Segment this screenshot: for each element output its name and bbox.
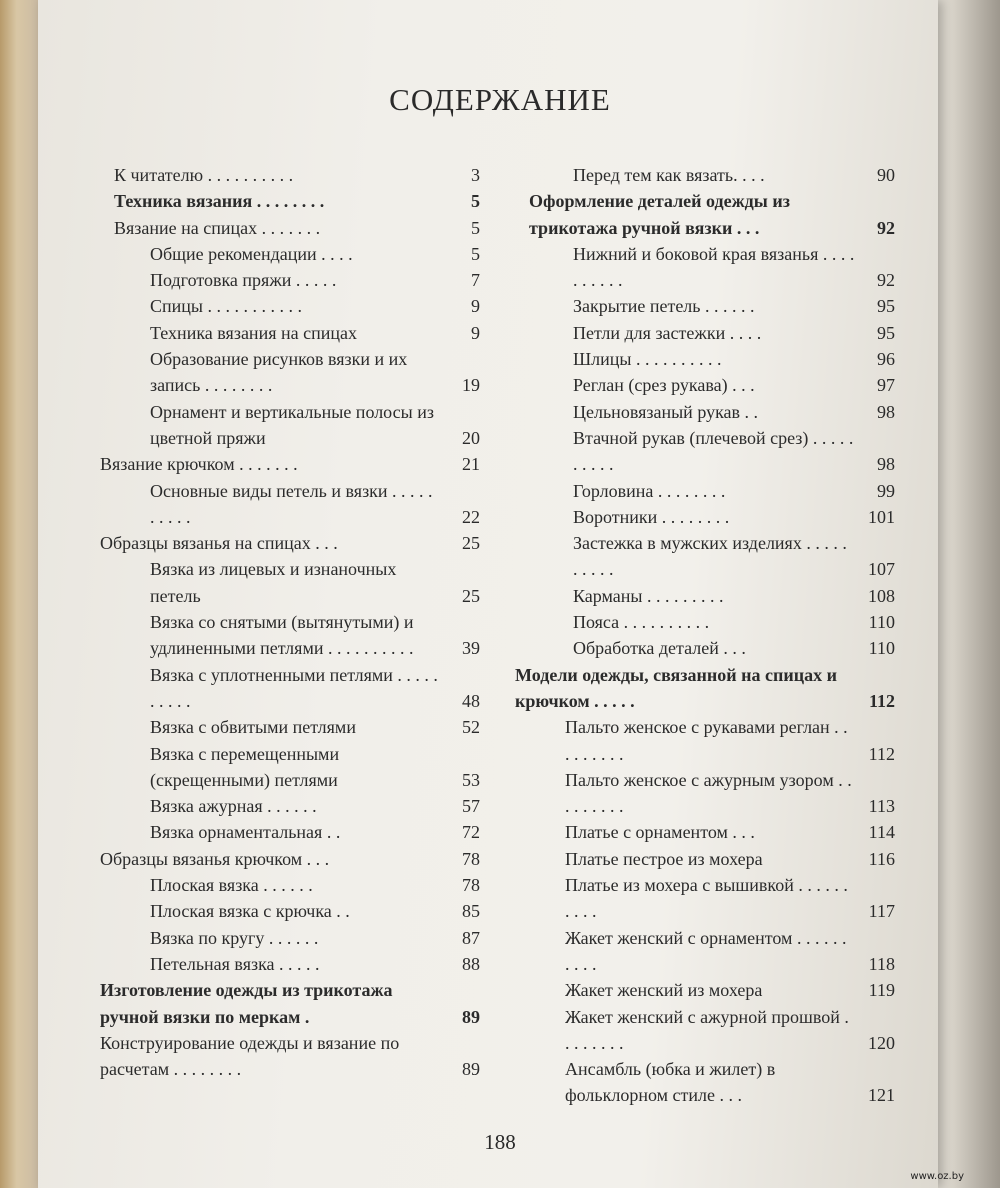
toc-entry-title: Основные виды петель и вязки . . . . . . . . . .: [150, 480, 433, 527]
toc-entry: [100, 741, 480, 794]
toc-entry: [100, 819, 480, 845]
toc-entry-page: 110: [868, 638, 895, 659]
toc-entry: [100, 1030, 480, 1083]
toc-entry-page: 87: [462, 927, 480, 948]
toc-entry-page: 39: [462, 638, 480, 659]
toc-entry-page: 108: [868, 585, 895, 606]
toc-entry: [100, 846, 480, 872]
toc-entry-page: 119: [868, 980, 895, 1001]
toc-entry-page: 5: [471, 191, 480, 212]
toc-entry-page: 72: [462, 822, 480, 843]
toc-entry-title: Вязка из лицевых и изнаночных петель: [150, 559, 397, 606]
toc-entry-title: Подготовка пряжи . . . . .: [150, 270, 337, 291]
toc-entry: [100, 609, 480, 662]
toc-entry-page: 9: [471, 322, 480, 343]
toc-entry-title: Пальто женское с рукавами реглан . . . . . . . . .: [565, 717, 848, 764]
toc-entry-title: Платье с орнаментом . . .: [565, 822, 755, 843]
toc-entry-title: Петельная вязка . . . . .: [150, 953, 320, 974]
toc-entry: [515, 320, 895, 346]
toc-entry: [515, 977, 895, 1003]
toc-entry: [100, 267, 480, 293]
toc-entry: [515, 846, 895, 872]
toc-entry-page: 107: [868, 559, 895, 580]
page-number: 188: [484, 1130, 516, 1154]
toc-entry: [515, 162, 895, 188]
toc-entry-title: Жакет женский из мохера: [565, 980, 763, 1001]
toc-entry-title: Горловина . . . . . . . .: [573, 480, 726, 501]
toc-entry-page: 116: [868, 848, 895, 869]
toc-entry-title: Вязание на спицах . . . . . . .: [114, 217, 321, 238]
toc-entry-page: 98: [877, 401, 895, 422]
toc-entry-title: Орнамент и вертикальные полосы из цветной пряжи: [150, 401, 434, 448]
toc-entry-title: Конструирование одежды и вязание по расчетам . . . . . . . .: [100, 1032, 400, 1080]
toc-entry-page: 90: [877, 165, 895, 185]
toc-entry-title: Вязка с обвитыми петлями: [150, 717, 356, 738]
toc-entry-title: Обработка деталей . . .: [573, 638, 746, 659]
toc-entry-page: 78: [462, 875, 480, 896]
toc-entry: [515, 635, 895, 661]
toc-entry-page: 57: [462, 796, 480, 817]
toc-entry-title: Петли для застежки . . . .: [573, 322, 762, 343]
toc-entry-title: Модели одежды, связанной на спицах и крючком . . . . .: [515, 664, 837, 711]
toc-entry-page: 22: [462, 506, 480, 527]
toc-entry: [515, 714, 895, 767]
toc-entry: [515, 872, 895, 925]
toc-entry: [515, 478, 895, 504]
toc-entry-title: Карманы . . . . . . . . .: [573, 585, 724, 606]
toc-entry-title: Воротники . . . . . . . .: [573, 506, 730, 527]
toc-entry: [100, 530, 480, 556]
toc-entry-page: 19: [462, 375, 480, 396]
toc-entry-page: 3: [471, 165, 480, 185]
toc-entry: [100, 451, 480, 477]
toc-entry-page: 112: [868, 690, 895, 711]
toc-entry: [515, 1056, 895, 1109]
toc-entry-page: 96: [877, 349, 895, 370]
toc-entry-page: 78: [462, 848, 480, 869]
toc-entry-page: 88: [462, 953, 480, 974]
toc-entry-page: 120: [868, 1032, 895, 1053]
toc-entry-title: Вязка с перемещенными (скрещенными) петлями: [150, 743, 340, 790]
toc-entry: [515, 662, 895, 715]
toc-entry-page: 118: [868, 953, 895, 974]
toc-entry: [100, 346, 480, 399]
toc-entry-title: Застежка в мужских изделиях . . . . . . . . . .: [573, 533, 847, 580]
toc-entry-title: Платье из мохера с вышивкой . . . . . . . . . .: [565, 875, 848, 922]
toc-entry: [515, 293, 895, 319]
toc-entry: [100, 872, 480, 898]
toc-entry-title: Техника вязания . . . . . . . .: [114, 191, 325, 212]
toc-entry-title: Образование рисунков вязки и их запись . . . . . . . .: [150, 349, 408, 396]
toc-entry-title: Вязка со снятыми (вытянутыми) и удлиненными петлями . . . . . . . . . .: [150, 612, 414, 659]
toc-entry-title: Ансамбль (юбка и жилет) в фольклорном стиле . . .: [565, 1059, 776, 1106]
toc-entry-page: 110: [868, 612, 895, 633]
toc-entry-page: 21: [462, 454, 480, 475]
toc-entry-title: Образцы вязанья крючком . . .: [100, 848, 330, 869]
toc-entry-page: 98: [877, 454, 895, 475]
toc-entry-page: 95: [877, 322, 895, 343]
toc-entry-title: Вязка с уплотненными петлями . . . . . . . . . .: [150, 664, 438, 711]
toc-entry-title: Шлицы . . . . . . . . . .: [573, 349, 722, 370]
toc-entry-title: Вязка по кругу . . . . . .: [150, 927, 319, 948]
toc-entry: [515, 188, 895, 241]
toc-right-column: [515, 162, 895, 1109]
toc-entry-page: 7: [471, 270, 480, 291]
toc-entry-title: Пояса . . . . . . . . . .: [573, 612, 710, 633]
toc-entry: [100, 320, 480, 346]
background-left-edge: [0, 0, 42, 1188]
toc-entry: [515, 372, 895, 398]
toc-entry-title: Вязка орнаментальная . .: [150, 822, 341, 843]
toc-entry-title: Реглан (срез рукава) . . .: [573, 375, 755, 396]
toc-entry: [100, 662, 480, 715]
toc-entry: [100, 556, 480, 609]
toc-entry-page: 25: [462, 533, 480, 554]
toc-entry: [100, 951, 480, 977]
toc-entry: [100, 925, 480, 951]
toc-entry: [515, 767, 895, 820]
toc-entry-page: 89: [462, 1059, 480, 1080]
toc-entry: [515, 425, 895, 478]
toc-entry-title: Платье пестрое из мохера: [565, 848, 763, 869]
toc-entry: [515, 504, 895, 530]
toc-entry-page: 92: [877, 217, 895, 238]
toc-entry-page: 121: [868, 1085, 895, 1106]
toc-entry-page: 114: [868, 822, 895, 843]
toc-entry: [515, 241, 895, 294]
toc-entry-page: 5: [471, 217, 480, 238]
toc-entry-page: 52: [462, 717, 480, 738]
toc-entry-title: Жакет женский с ажурной прошвой . . . . . . . .: [565, 1006, 849, 1053]
toc-entry-page: 48: [462, 690, 480, 711]
toc-entry-title: Вязание крючком . . . . . . .: [100, 454, 298, 475]
toc-entry: [515, 346, 895, 372]
toc-entry-title: Техника вязания на спицах: [150, 322, 357, 343]
toc-entry-title: Плоская вязка с крючка . .: [150, 901, 350, 922]
toc-entry: [100, 898, 480, 924]
toc-entry-title: Оформление деталей одежды из трикотажа ручной вязки . . .: [529, 191, 790, 238]
toc-entry-page: 25: [462, 585, 480, 606]
toc-entry-page: 20: [462, 427, 480, 448]
toc-entry-title: Спицы . . . . . . . . . . .: [150, 296, 302, 317]
toc-left-column: [100, 162, 480, 1082]
toc-entry: [100, 793, 480, 819]
toc-entry: [100, 293, 480, 319]
toc-entry: [100, 714, 480, 740]
toc-entry-title: Втачной рукав (плечевой срез) . . . . . . . . . .: [573, 427, 854, 475]
toc-entry-title: Закрытие петель . . . . . .: [573, 296, 755, 317]
toc-entry-page: 97: [877, 375, 895, 396]
toc-entry: [515, 819, 895, 845]
toc-entry-page: 85: [462, 901, 480, 922]
toc-entry-title: Нижний и боковой края вязанья . . . . . . . . . .: [573, 243, 855, 291]
toc-entry-page: 113: [868, 796, 895, 817]
toc-entry-title: Вязка ажурная . . . . . .: [150, 796, 317, 817]
toc-entry: [515, 1004, 895, 1057]
toc-entry-page: 99: [877, 480, 895, 501]
toc-entry: [515, 583, 895, 609]
toc-entry-title: Пальто женское с ажурным узором . . . . . . . . .: [565, 769, 852, 817]
toc-entry-title: Жакет женский с орнаментом . . . . . . . . . .: [565, 927, 847, 974]
toc-entry-title: К читателю . . . . . . . . . .: [114, 165, 294, 185]
toc-entry: [100, 241, 480, 267]
toc-entry-title: Перед тем как вязать. . . .: [573, 165, 765, 185]
toc-entry-title: Цельновязаный рукав . .: [573, 401, 759, 422]
toc-entry-page: 117: [868, 901, 895, 922]
toc-entry: [100, 215, 480, 241]
watermark: www.oz.by: [910, 1171, 964, 1182]
toc-entry-title: Образцы вязанья на спицах . . .: [100, 533, 338, 554]
toc-entry-title: Изготовление одежды из трикотажа ручной вязки по меркам .: [100, 980, 393, 1027]
toc-entry-page: 95: [877, 296, 895, 317]
toc-entry: [100, 162, 480, 188]
toc-entry: [100, 977, 480, 1030]
toc-entry-page: 89: [462, 1006, 480, 1027]
toc-entry-page: 112: [868, 743, 895, 764]
toc-entry-page: 9: [471, 296, 480, 317]
toc-entry: [100, 188, 480, 214]
toc-entry-title: Плоская вязка . . . . . .: [150, 875, 313, 896]
toc-entry: [515, 399, 895, 425]
toc-entry: [515, 530, 895, 583]
toc-entry: [515, 609, 895, 635]
toc-entry: [100, 478, 480, 531]
toc-entry-title: Общие рекомендации . . . .: [150, 243, 353, 264]
toc-entry-page: 5: [471, 243, 480, 264]
toc-entry-page: 92: [877, 270, 895, 291]
toc-entry: [100, 399, 480, 452]
toc-entry-page: 53: [462, 769, 480, 790]
toc-entry: [515, 925, 895, 978]
toc-entry-page: 101: [868, 506, 895, 527]
page-title: СОДЕРЖАНИЕ: [389, 82, 611, 117]
